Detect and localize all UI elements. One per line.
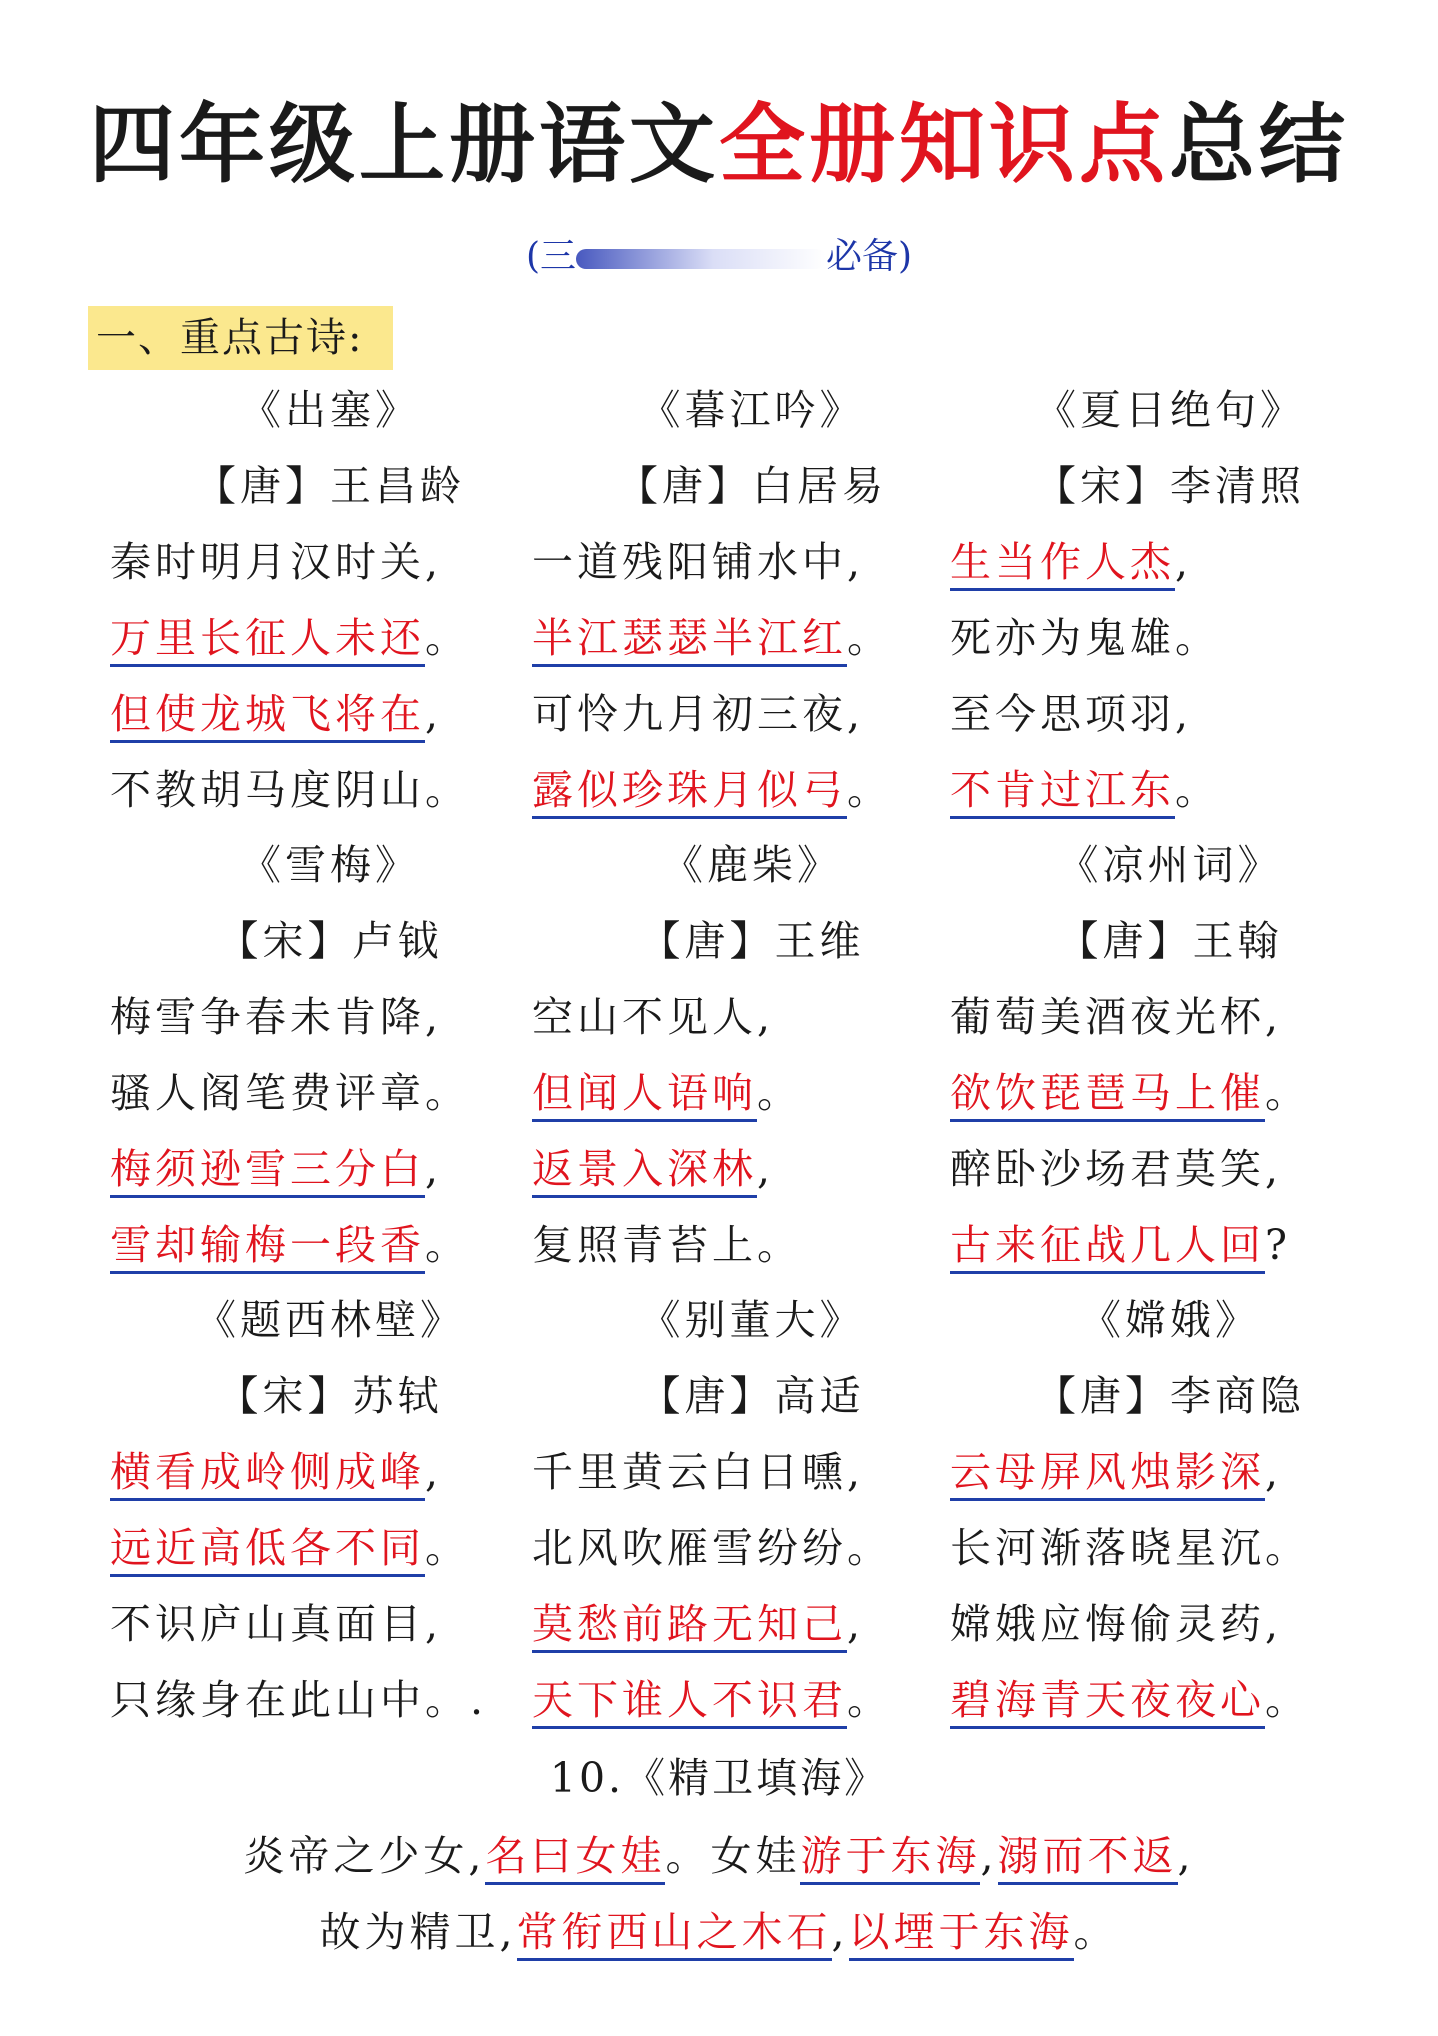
highlighted-verse: 露似珍珠月似弓	[532, 766, 847, 819]
verse-punctuation: 。	[847, 766, 892, 814]
verse-punctuation: 。	[1175, 766, 1220, 814]
poem-line	[532, 1510, 972, 1586]
highlighted-verse: 云母屏风烛影深	[950, 1448, 1265, 1501]
highlighted-verse: 但使龙城飞将在	[110, 690, 425, 743]
poem-author: 【唐】王昌龄	[195, 462, 465, 510]
poem-5	[950, 827, 1390, 1282]
poem-column-2	[532, 372, 972, 1737]
highlighted-verse: 生当作人杰	[950, 538, 1175, 591]
highlighted-verse: 万里长征人未还	[110, 614, 425, 667]
highlighted-verse: 远近高低各不同	[110, 1524, 425, 1577]
verse-punctuation: ,	[425, 1145, 443, 1193]
highlighted-verse: 横看成岭侧成峰	[110, 1448, 425, 1501]
poem-line	[110, 1434, 550, 1510]
prose-text: ,	[1177, 1832, 1195, 1880]
highlighted-verse: 天下谁人不识君	[532, 1676, 847, 1729]
verse-punctuation: 。	[425, 614, 470, 662]
prose-text: 炎帝之少女,	[243, 1832, 486, 1880]
poem-2	[950, 372, 1390, 827]
verse-punctuation: ,	[425, 1448, 443, 1496]
poem-line	[950, 524, 1390, 600]
highlighted-phrase: 常衔西山之木石	[517, 1908, 832, 1961]
verse-text: 至今思项羽	[950, 690, 1175, 738]
verse-punctuation: 。	[847, 1676, 892, 1724]
poem-line	[110, 676, 550, 752]
poem-title: 《夏日绝句》	[1035, 386, 1305, 434]
verse-punctuation: 。	[1265, 1676, 1310, 1724]
poem-4	[532, 827, 972, 1282]
highlighted-verse: 返景入深林	[532, 1145, 757, 1198]
highlighted-phrase: 溺而不返	[998, 1832, 1178, 1885]
poem-line	[110, 979, 550, 1055]
verse-punctuation: ,	[1265, 1448, 1283, 1496]
highlighted-phrase: 名曰女娃	[485, 1832, 665, 1885]
verse-text: 空山不见人	[532, 993, 757, 1041]
highlighted-verse: 莫愁前路无知己	[532, 1600, 847, 1653]
verse-text: 不识庐山真面目	[110, 1600, 425, 1648]
poem-1	[532, 372, 972, 827]
poem-line	[532, 1055, 972, 1131]
poem-line	[110, 524, 550, 600]
verse-punctuation: ,	[1175, 690, 1193, 738]
poem-line	[110, 752, 550, 828]
poem-title: 《别董大》	[639, 1296, 865, 1344]
verse-text: 死亦为鬼雄	[950, 614, 1175, 662]
verse-punctuation: 。.	[425, 1676, 488, 1724]
poem-title: 《嫦娥》	[1080, 1296, 1260, 1344]
poem-line	[950, 1131, 1390, 1207]
title-part-3: 总结	[1169, 94, 1349, 195]
poem-author: 【唐】高适	[639, 1372, 865, 1420]
verse-text: 可怜九月初三夜	[532, 690, 847, 738]
verse-punctuation: ,	[1265, 1600, 1283, 1648]
highlighted-verse: 不肯过江东	[950, 766, 1175, 819]
poem-line	[532, 1662, 972, 1738]
verse-text: 不教胡马度阴山	[110, 766, 425, 814]
jingwei-line-2	[0, 1894, 1438, 1970]
poem-line	[950, 1434, 1390, 1510]
verse-text: 一道残阳铺水中	[532, 538, 847, 586]
verse-punctuation: 。	[425, 766, 470, 814]
poem-line	[110, 1131, 550, 1207]
verse-punctuation: ,	[847, 538, 865, 586]
poem-line	[110, 1662, 550, 1738]
poem-title: 《凉州词》	[1057, 841, 1283, 889]
prose-text: ,	[980, 1832, 998, 1880]
subtitle	[0, 232, 1438, 282]
verse-punctuation: ,	[1265, 1145, 1283, 1193]
verse-text: 嫦娥应悔偷灵药	[950, 1600, 1265, 1648]
prose-text: 故为精卫,	[319, 1908, 517, 1956]
poem-line	[532, 979, 972, 1055]
verse-punctuation: ,	[757, 1145, 775, 1193]
highlighted-verse: 欲饮琵琶马上催	[950, 1069, 1265, 1122]
poem-author: 【唐】王翰	[1057, 917, 1283, 965]
poem-author: 【宋】卢钺	[217, 917, 443, 965]
poem-title: 《暮江吟》	[639, 386, 865, 434]
prose-text: 。女娃	[665, 1832, 801, 1880]
poem-title: 《雪梅》	[240, 841, 420, 889]
poem-line	[532, 1586, 972, 1662]
verse-text: 长河渐落晓星沉	[950, 1524, 1265, 1572]
poem-8	[950, 1282, 1390, 1737]
verse-punctuation: 。	[757, 1221, 802, 1269]
verse-punctuation: 。	[1175, 614, 1220, 662]
verse-punctuation: ,	[425, 538, 443, 586]
highlighted-phrase: 以堙于东海	[849, 1908, 1074, 1961]
poem-line	[532, 524, 972, 600]
poem-author: 【宋】李清照	[1035, 462, 1305, 510]
verse-text: 秦时明月汉时关	[110, 538, 425, 586]
subtitle-right: 必备)	[826, 236, 913, 277]
verse-punctuation: ,	[847, 1600, 865, 1648]
poem-line	[110, 1207, 550, 1283]
verse-punctuation: 。	[1265, 1069, 1310, 1117]
verse-punctuation: 。	[425, 1221, 470, 1269]
poem-author: 【唐】白居易	[617, 462, 887, 510]
poem-0	[110, 372, 550, 827]
highlighted-verse: 雪却输梅一段香	[110, 1221, 425, 1274]
title-part-2: 全册知识点	[719, 94, 1169, 195]
prose-text: 。	[1073, 1908, 1119, 1956]
poem-line	[532, 676, 972, 752]
poem-line	[110, 600, 550, 676]
poem-line	[110, 1510, 550, 1586]
poem-line	[950, 979, 1390, 1055]
poem-line	[110, 1586, 550, 1662]
verse-text: 葡萄美酒夜光杯	[950, 993, 1265, 1041]
poem-column-1	[110, 372, 550, 1737]
verse-text: 骚人阁笔费评章	[110, 1069, 425, 1117]
section-heading: 一、重点古诗:	[88, 306, 393, 370]
poem-line	[532, 1207, 972, 1283]
poem-line	[950, 676, 1390, 752]
poem-3	[110, 827, 550, 1282]
poem-6	[110, 1282, 550, 1737]
verse-punctuation: ,	[425, 1600, 443, 1648]
highlighted-verse: 但闻人语响	[532, 1069, 757, 1122]
poem-author: 【宋】苏轼	[217, 1372, 443, 1420]
highlighted-verse: 半江瑟瑟半江红	[532, 614, 847, 667]
verse-text: 千里黄云白日曛	[532, 1448, 847, 1496]
poem-line	[532, 1434, 972, 1510]
jingwei-line-1	[0, 1818, 1438, 1894]
verse-punctuation: 。	[847, 614, 892, 662]
verse-punctuation: ,	[1265, 993, 1283, 1041]
highlighted-verse: 碧海青天夜夜心	[950, 1676, 1265, 1729]
verse-text: 醉卧沙场君莫笑	[950, 1145, 1265, 1193]
verse-punctuation: ,	[425, 993, 443, 1041]
poem-author: 【唐】李商隐	[1035, 1372, 1305, 1420]
poem-title: 《题西林壁》	[195, 1296, 465, 1344]
verse-punctuation: ,	[425, 690, 443, 738]
poem-line	[950, 1055, 1390, 1131]
verse-punctuation: ,	[847, 690, 865, 738]
verse-punctuation: 。	[1265, 1524, 1310, 1572]
verse-text: 复照青苔上	[532, 1221, 757, 1269]
verse-punctuation: ,	[847, 1448, 865, 1496]
highlighted-verse: 古来征战几人回	[950, 1221, 1265, 1274]
poem-line	[950, 600, 1390, 676]
jingwei-title: 10.《精卫填海》	[549, 1754, 889, 1802]
poem-line	[950, 1662, 1390, 1738]
poem-line	[950, 1207, 1390, 1283]
poem-line	[950, 1510, 1390, 1586]
poem-line	[532, 600, 972, 676]
verse-punctuation: ,	[1175, 538, 1193, 586]
poem-author: 【唐】王维	[639, 917, 865, 965]
poem-line	[532, 752, 972, 828]
verse-punctuation: ?	[1265, 1221, 1291, 1269]
poem-column-3	[950, 372, 1390, 1737]
highlighted-verse: 梅须逊雪三分白	[110, 1145, 425, 1198]
poem-line	[110, 1055, 550, 1131]
highlighted-phrase: 游于东海	[800, 1832, 980, 1885]
subtitle-left: (三	[525, 236, 576, 277]
poem-line	[950, 1586, 1390, 1662]
title-part-1: 四年级上册语文	[89, 94, 719, 195]
verse-punctuation: 。	[757, 1069, 802, 1117]
verse-punctuation: 。	[847, 1524, 892, 1572]
verse-punctuation: 。	[425, 1524, 470, 1572]
poem-line	[532, 1131, 972, 1207]
poem-title: 《鹿柴》	[662, 841, 842, 889]
verse-text: 只缘身在此山中	[110, 1676, 425, 1724]
verse-text: 梅雪争春未肯降	[110, 993, 425, 1041]
prose-text: ,	[831, 1908, 849, 1956]
verse-punctuation: 。	[425, 1069, 470, 1117]
poem-title: 《出塞》	[240, 386, 420, 434]
poem-7	[532, 1282, 972, 1737]
page-title	[0, 95, 1438, 195]
verse-text: 北风吹雁雪纷纷	[532, 1524, 847, 1572]
poem-line	[950, 752, 1390, 828]
blurred-text	[576, 249, 826, 269]
verse-punctuation: ,	[757, 993, 775, 1041]
